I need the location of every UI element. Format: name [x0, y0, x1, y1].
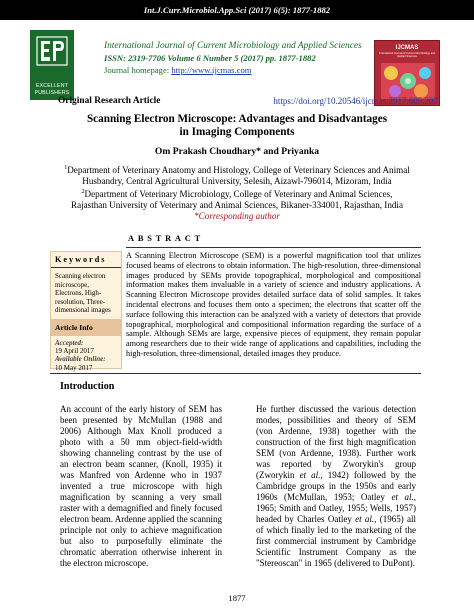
body-column-left — [60, 404, 222, 569]
publisher-logo — [30, 30, 74, 100]
abstract-text: A Scanning Electron Microscope (SEM) is a powerful magnification tool that utilizes focused beams of electrons to obtain information. The high-resolution, three-dimensional images produced by SEMs provide topographical, morphological and compositional information makes them invaluable in a variety of science and industry applications. A Scanning Electron Microscope provides detailed surface data of solid samples. It takes incidental electrons and focuses them onto a specimen; the electrons that scatter off the surface following this interaction can be analyzed with a variety of detectors that provide topographical, morphological and compositional information regarding the surface of a sample. Although SEMs are large, expensive pieces of equipment, they remain popular among researchers due to their wide range of applications and capabilities, including the high-resolution, three-dimensional, detailed images they produce. — [126, 251, 421, 358]
abstract-divider — [126, 247, 421, 248]
keywords-heading: Keywords — [51, 252, 121, 268]
homepage-link[interactable]: http://www.ijcmas.com — [171, 65, 252, 75]
abstract-heading: ABSTRACT — [128, 234, 205, 243]
affiliations: $^1$Department of Veterinary Anatomy and Histology, College of Veterinary Sciences and Animal Husbandry, Central Agricultural University, Selesih, Aizawl-796014, Mizoram, India $^2$Department of Veterinary Microbiology, College of Veterinary and Animal Sciences, Rajasthan University of Veterinary and Animal Sciences, Bikaner-334001, Rajasthan, India *Corresponding author — [56, 163, 418, 222]
cover-microbe-collage-icon — [381, 63, 435, 99]
introduction-heading: Introduction — [60, 381, 115, 392]
cover-title: IJCMAS — [395, 45, 419, 51]
article-info-heading: Article Info — [51, 319, 121, 336]
journal-info — [104, 40, 374, 76]
article-title: Scanning Electron Microscope: Advantages and Disadvantages in Imaging Components — [86, 113, 388, 138]
authors: Om Prakash Choudhary* and Priyanka — [154, 146, 320, 157]
keywords-sidebar — [50, 251, 122, 372]
page-number: 1877 — [228, 593, 246, 603]
doi-link[interactable]: https://doi.org/10.20546/ijcmas.2017.605.207 — [273, 96, 438, 106]
article-info-body: Accepted: 19 April 2017 Available Online: 10 May 2017 — [55, 338, 106, 372]
corresponding-author-note: *Corresponding author — [194, 211, 280, 222]
cover-subtitle: International Journal of Current Microbiology and Applied Sciences — [378, 52, 436, 59]
abstract-bottom-divider — [50, 373, 421, 374]
keywords-list: Scanning electron microscope, Electrons, High-resolution, Three-dimensional images — [55, 272, 111, 315]
journal-issn: ISSN: 2319-7706 Volume 6 Number 5 (2017) pp. 1877-1882 — [104, 53, 316, 63]
affiliation-1: $^1$Department of Veterinary Anatomy and Histology, College of Veterinary Sciences and Animal — [64, 165, 410, 176]
article-type: Original Research Article — [58, 96, 161, 106]
affiliation-2: $^2$Department of Veterinary Microbiology, College of Veterinary and Animal Sciences, — [81, 189, 393, 200]
paragraph: He further discussed the various detection modes, possibilities and theory of SEM (von Ardenne, 1938) together with the construction of the first high magnification SEM (von Ardenne, 1938). Further work was reported by Zworykin's group (Zworykin et al., 1942) followed by the Cambridge groups in the 1950s and early 1960s (McMullan, 1953; Oatley et al., 1965; Smith and Oatley, 1955; Wells, 1957) headed by Charles Oatley et al., (1965) all of which finally led to the marketing of the first commercial instrument by Cambridge Scientific Instrument Company as the "Stereoscan" in 1965 (delivered to DuPont). — [256, 404, 417, 568]
body-column-right — [256, 404, 416, 569]
homepage-label: Journal homepage: — [104, 65, 170, 75]
journal-name: International Journal of Current Microbiology and Applied Sciences — [104, 41, 362, 51]
ep-logo-icon — [36, 36, 68, 66]
paragraph: An account of the early history of SEM has been presented by McMullan (1988 and 2006) Although Max Knoll produced a photo with a 50 mm object-field-width showing channeling contrast by the use of an electron beam scanner, (Knoll, 1935) it was Manfred von Ardenne who in 1937 invented a true microscope with high magnification by scanning a very small raster with a demagnified and finely focused electron beam. Ardenne applied the scanning principle not only to achieve magnification but also to purposefully eliminate the chromatic aberration otherwise inherent in the electron microscope. — [60, 404, 222, 568]
publisher-logo-text: EXCELLENT PUBLISHERS — [34, 83, 70, 96]
journal-banner — [0, 20, 474, 96]
running-head: Int.J.Curr.Microbiol.App.Sci (2017) 6(5): 1877-1882 — [0, 0, 474, 20]
journal-homepage — [104, 64, 374, 76]
